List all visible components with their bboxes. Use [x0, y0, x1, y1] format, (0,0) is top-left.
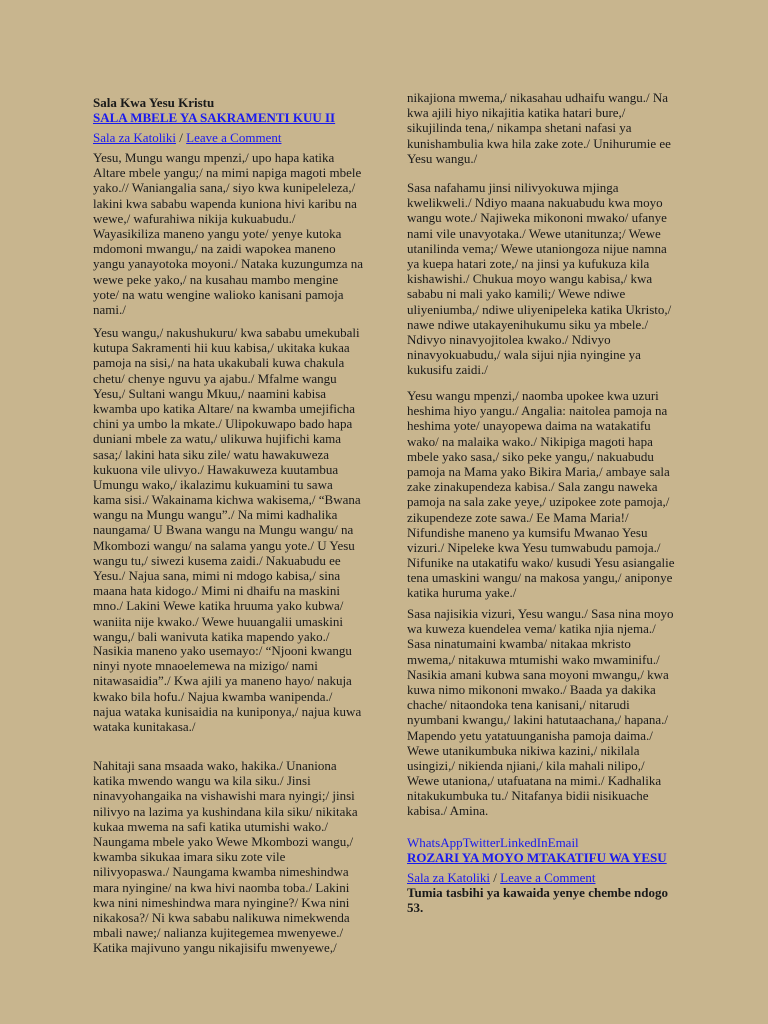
paragraph-line: wataka kunitakasa./: [93, 718, 196, 734]
paragraph-line: Sasa ninatumaini kwamba/ nitakaa mkristo: [407, 636, 631, 652]
paragraph-line: kabisa./ Amina.: [407, 803, 489, 819]
paragraph-line: kukaa mwema na safi katika utumishi wako./: [93, 818, 329, 834]
paragraph-line: Nasikia maneno yako usemayo:/ “Njooni kwangu: [93, 643, 352, 658]
paragraph-line: najua wataka kunisaidia na kuniponya,/ najua kuwa: [93, 703, 362, 719]
paragraph-line: Yesu wangu,/ nakushukuru/ kwa sababu umekubali: [93, 325, 360, 340]
paragraph-line: katika huruma yake./: [407, 585, 517, 601]
paragraph-line: ninavyohangaika na vishawishi mara nyingi;/ jinsi: [93, 788, 355, 804]
paragraph-line: kwelikweli./ Ndiyo maana nakuabudu kwa moyo: [407, 195, 663, 211]
paragraph-line: mara nyingine/ na kwa hivi naomba toba./ Lakini: [93, 879, 350, 895]
paragraph-line: kukusifu zaidi./: [407, 362, 488, 378]
paragraph-line: pamoja na Mama yako Bikira Maria,/ ambaye sala: [407, 463, 670, 479]
share-links: [407, 835, 579, 851]
meta-separator: /: [176, 130, 187, 145]
paragraph-line: yote/ na watu wengine walioko kanisani pamoja: [93, 286, 344, 302]
paragraph-line: Mapendo yetu yatatuunganisha pamoja daima./: [407, 727, 653, 743]
paragraph-line: Altare mbele yangu;/ na mimi napiga magoti mbele: [93, 165, 362, 181]
paragraph-line: kwako bila hofu./ Najua kwamba wanipenda./: [93, 688, 333, 704]
paragraph-line: nitakukumbuka tu./ Nitafanya bidii nisikuache: [407, 788, 649, 804]
paragraph-line: kama sisi./ Wakainama kichwa wakisema,/ “Bwana: [93, 492, 361, 508]
category-link[interactable]: Sala za Katoliki: [93, 130, 177, 145]
paragraph-line: kukuona vile ulivyo./ Hawakuweza kuutambua: [93, 461, 339, 477]
paragraph-line: Yesu, Mungu wangu mpenzi,/ upo hapa katika: [93, 150, 335, 165]
post2-title-link[interactable]: ROZARI YA MOYO MTAKATIFU WA YESU: [407, 850, 667, 865]
paragraph-line: nami vile unavyotaka./ Wewe utanitunza;/ Wewe: [407, 225, 661, 241]
paragraph-line: nitawasaidia”./ Kwa ajili ya maneno hayo/ nakuja: [93, 673, 352, 689]
paragraph-line: kwamba sikukaa imara siku zote vile: [93, 849, 286, 865]
post2-intro-line: Tumia tasbihi ya kawaida yenye chembe ndogo: [407, 885, 669, 900]
paragraph-line: kunishambulia kwa hila zake zote./ Unihurumie ee: [407, 135, 671, 151]
paragraph-line: mbele yako sasa,/ siko peke yangu,/ nakuabudu: [407, 448, 654, 464]
post2-leave-comment-link[interactable]: Leave a Comment: [500, 870, 596, 885]
paragraph: [93, 150, 373, 317]
paragraph-line: wewe,/ wafurahiwa nikija kukuabudu./: [93, 210, 296, 226]
paragraph-line: wako/ na malaika wako./ Nikipiga magoti hapa: [407, 433, 653, 449]
post2-meta-separator: /: [490, 870, 501, 885]
paragraph-line: Nifundishe maneno ya kumsifu Mwanao Yesu: [407, 524, 648, 540]
paragraph-line: wangu wote./ Najiweka mikononi mwako/ ufanye: [407, 210, 667, 226]
post2-intro: [407, 885, 697, 915]
paragraph: [93, 758, 373, 955]
paragraph-line: nikajiona mwema,/ nikasahau udhaifu wangu./ Na: [407, 90, 669, 105]
paragraph-line: Naungama mbele yako Wewe Mkombozi wangu,/: [93, 833, 354, 849]
paragraph-line: nami./: [93, 301, 126, 317]
post2-intro-line: 53.: [407, 900, 424, 916]
paragraph-line: chini ya umbo la mkate./ Ulipokuwapo bado hapa: [93, 416, 353, 432]
leave-comment-link[interactable]: Leave a Comment: [186, 130, 282, 145]
paragraph-line: mwema,/ nitakuwa mtumishi wako mwaminifu./: [407, 651, 660, 667]
paragraph-line: uliyeniumba,/ ndiwe uliyenipeleka katika Ukristo,/: [407, 301, 672, 317]
paragraph-line: heshima hiyo yangu./ Angalia: naitolea pamoja na: [407, 403, 668, 419]
whatsapp-share-link[interactable]: WhatsApp: [407, 835, 463, 850]
paragraph: [407, 180, 697, 377]
paragraph-line: kwa nini nimeshindwa mara nyingine?/ Kwa nini: [93, 894, 350, 910]
paragraph-line: Yesu./ Najua sana, mimi ni mdogo kabisa,/ sina: [93, 568, 341, 583]
paragraph-line: Mkombozi wangu/ na salama yangu yote./ U Yesu: [93, 537, 355, 553]
paragraph-line: Katika majivuno yangu nikajisifu mwenyewe,/: [93, 940, 337, 956]
paragraph-line: Sasa najisikia vizuri, Yesu wangu./ Sasa nina moyo: [407, 606, 674, 621]
post-title-link[interactable]: SALA MBELE YA SAKRAMENTI KUU II: [93, 110, 336, 125]
paragraph-line: pamoja na sisi,/ na hata ukakubali kuwa chakula: [93, 355, 345, 371]
paragraph-line: katika mwendo wangu wa kila siku./ Jinsi: [93, 773, 311, 789]
paragraph-line: chetu/ chenye nguvu ya ajabu./ Mfalme wangu: [93, 370, 337, 386]
post-meta: [93, 130, 281, 146]
post2-meta: [407, 870, 595, 886]
paragraph-line: kutupa Sakramenti hii kuu kabisa,/ ukitaka kukaa: [93, 340, 350, 356]
paragraph-line: ya kuepa hatari zote,/ na jinsi ya kufukuza kila: [407, 255, 650, 271]
post-title-plain: Sala Kwa Yesu Kristu: [93, 95, 215, 110]
paragraph-line: zake zinakupendeza kabisa./ Sala zangu naweka: [407, 479, 658, 495]
paragraph-line: lakini kwa sababu wapenda kuniona hivi karibu na: [93, 195, 357, 211]
paragraph: [93, 325, 373, 644]
paragraph-line: sababu ni mali yako kamili;/ Wewe ndiwe: [407, 286, 626, 302]
paragraph: [407, 606, 697, 819]
paragraph-line: sasa;/ lakini hata siku zile/ watu hawakuweza: [93, 446, 330, 462]
paragraph-line: wangu tu,/ siwezi kusema zaidi./ Nakuabudu ee: [93, 552, 341, 568]
paragraph-line: ninyi nyote mnaoelemewa na mizigo/ nami: [93, 658, 318, 674]
linkedin-share-link[interactable]: LinkedIn: [499, 835, 548, 850]
paragraph-line: Nifunike na utakatifu wako/ kusudi Yesu asiangalie: [407, 555, 675, 571]
paragraph-line: yako.// Waniangalia sana,/ siyo kwa kunipeleleza,/: [93, 180, 356, 196]
paragraph-line: mbali nawe;/ nalianza kujitegemea mwenyewe./: [93, 925, 344, 941]
paragraph-line: naungama/ U Bwana wangu na Mungu wangu/ na: [93, 522, 354, 538]
paragraph-line: kwamba upo katika Altare/ na kwamba umejificha: [93, 400, 356, 416]
paragraph-line: wa kuweza kuendelea vema/ katika njia njema./: [407, 621, 656, 637]
paragraph-line: nikakosa?/ Ni kwa sababu nalikuwa nimekwenda: [93, 909, 350, 925]
paragraph-line: Yesu wangu./: [407, 150, 478, 166]
paragraph-line: zikupendeze zote sawa./ Ee Mama Maria!/: [407, 509, 629, 525]
post2-category-link[interactable]: Sala za Katoliki: [407, 870, 491, 885]
twitter-share-link[interactable]: Twitter: [462, 835, 500, 850]
paragraph-line: kishawishi./ Chukua moyo wangu kabisa,/ kwa: [407, 271, 653, 287]
paragraph-line: mdomoni mwangu,/ na zaidi wapokea maneno: [93, 241, 336, 257]
paragraph-line: maana hata kidogo./ Mimi ni dhaifu na maskini: [93, 583, 340, 599]
paragraph-line: kwa ajili hiyo nikajitia katika hatari bure,/: [407, 105, 626, 121]
paragraph-line: Wewe utaniona,/ utafuatana na mimi./ Kadhalika: [407, 773, 662, 789]
paragraph-line: heshima yote/ unayopewa daima na watakatifu: [407, 418, 651, 434]
paragraph-line: waniita nije kwako./ Wewe huuangalii umaskini: [93, 613, 343, 629]
paragraph-line: Ndivyo ninavyojitolea kwako./ Ndivyo: [407, 331, 611, 347]
paragraph: [407, 388, 697, 601]
paragraph-line: Umungu wako,/ ikalazimu kukuamini tu sawa: [93, 476, 333, 492]
paragraph-line: mno./ Lakini Wewe katika hruuma yako kubwa/: [93, 598, 344, 614]
paragraph-line: vizuri./ Nipeleke kwa Yesu tumwabudu pamoja./: [407, 539, 661, 555]
paragraph-line: pamoja na sala zake yeye,/ uzipokee zote pamoja,/: [407, 494, 670, 510]
paragraph-line: yangu yanayotoka moyoni./ Nataka kuzungumza na: [93, 256, 364, 272]
paragraph-line: ninavyokuabudu,/ wala sijui njia nyingine ya: [407, 347, 641, 363]
paragraph-line: Sasa nafahamu jinsi nilivyokuwa mjinga: [407, 180, 619, 195]
paragraph-line: tena umaskini wangu/ na makosa yangu,/ aniponye: [407, 570, 673, 586]
paragraph-line: Yesu,/ Sultani wangu Mkuu,/ naamini kabisa: [93, 385, 327, 401]
paragraph-line: utanilinda vema;/ Wewe utaniongoza nijue namna: [407, 240, 667, 256]
paragraph-line: usingizi,/ nikienda njiani,/ kila mahali nilipo,/: [407, 757, 645, 773]
paragraph-line: Nasikia amani kubwa sana moyoni mwangu,/ kwa: [407, 666, 669, 682]
paragraph-line: wewe peke yako,/ na kusahau mambo mengine: [93, 271, 339, 287]
paragraph-line: Yesu wangu mpenzi,/ naomba upokee kwa uzuri: [407, 388, 659, 403]
paragraph: [93, 643, 373, 734]
paragraph-line: kuwa nimo mikononi mwako./ Baada ya dakika: [407, 681, 656, 697]
paragraph-line: wangu,/ bali wanivuta katika mapendo yako./: [93, 628, 330, 644]
paragraph-line: sikujilinda tena,/ nikampa shetani nafasi ya: [407, 120, 632, 136]
paragraph-line: wangu na Mungu wangu”./ Na mimi kadhalika: [93, 507, 338, 523]
paragraph-line: Wayasikiliza maneno yangu yote/ yenye kutoka: [93, 225, 342, 241]
paragraph-line: nyumbani kwangu,/ lakini hatutaachana,/ hapana./: [407, 712, 668, 728]
paragraph: [407, 90, 697, 166]
paragraph-line: Wewe utanikumbuka nikiwa kazini,/ nikilala: [407, 742, 640, 758]
paragraph-line: Nahitaji sana msaada wako, hakika./ Unaniona: [93, 758, 337, 773]
email-share-link[interactable]: Email: [547, 835, 579, 850]
paragraph-line: nilivyopaswa./ Naungama kwamba nimeshindwa: [93, 864, 349, 880]
paragraph-line: chache/ nitaondoka tena kanisani,/ nitarudi: [407, 697, 630, 713]
paragraph-line: duniani mbele za watu,/ ulikuwa hujifichi kama: [93, 431, 342, 447]
paragraph-line: nilivyo na lazima ya kushindana kila siku/ nikitaka: [93, 803, 358, 819]
paragraph-line: nawe ndiwe utakayenihukumu siku ya mbele./: [407, 316, 649, 332]
